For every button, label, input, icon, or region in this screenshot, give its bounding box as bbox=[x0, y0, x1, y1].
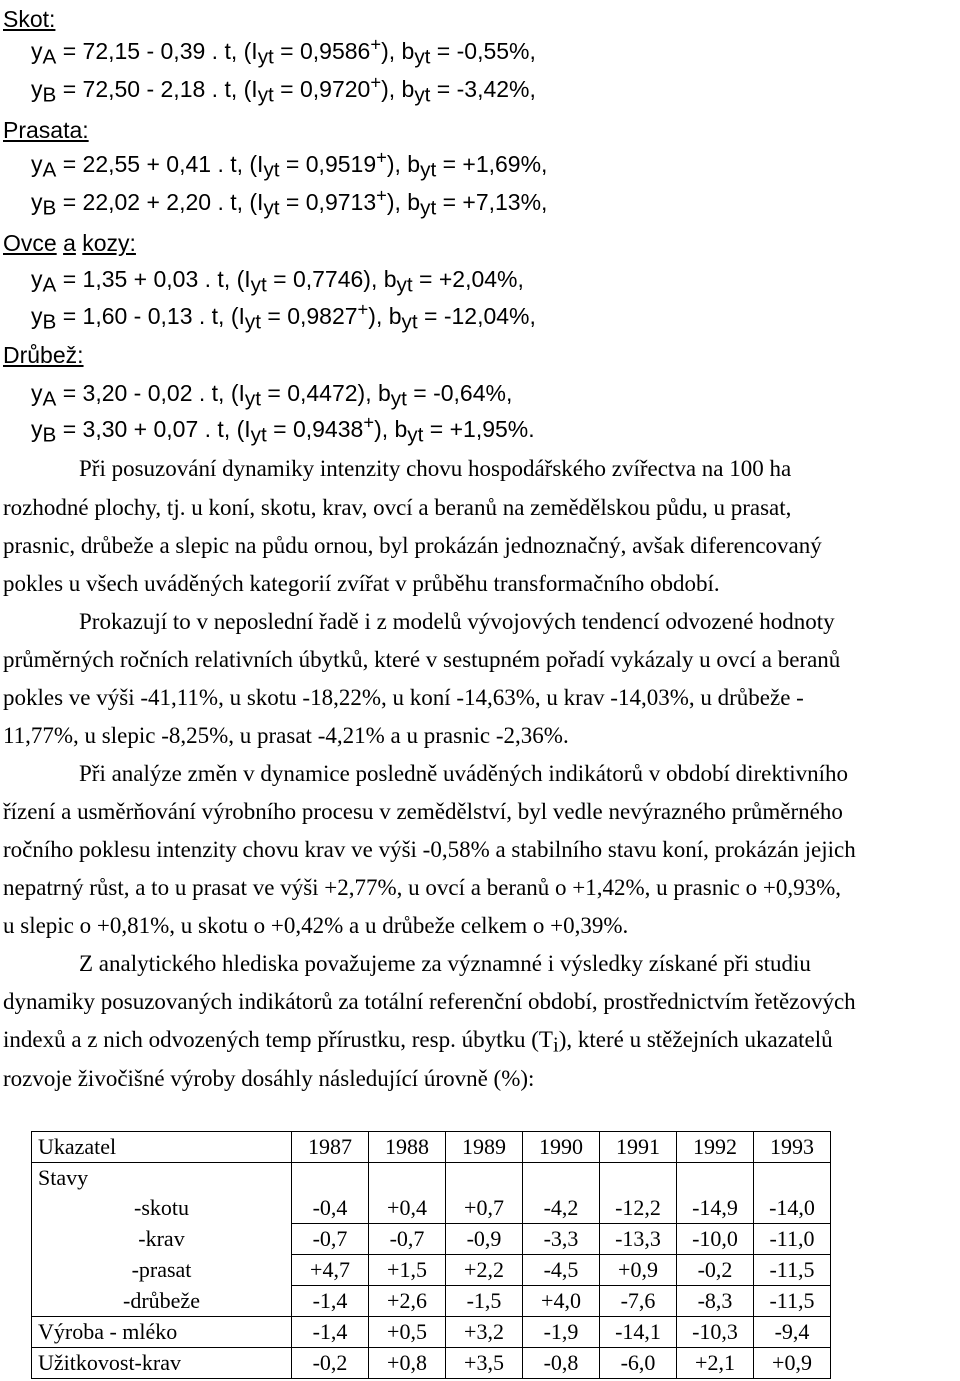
paragraph-4-line-4: rozvoje živočišné výroby dosáhly následující úrovně (%): bbox=[3, 1066, 535, 1091]
table-row-label: -prasat bbox=[32, 1255, 292, 1286]
table-row-label: -krav bbox=[32, 1224, 292, 1255]
table-header-ukazatel: Ukazatel bbox=[32, 1132, 292, 1163]
table-header-year: 1993 bbox=[754, 1132, 831, 1163]
table-cell: +0,7 bbox=[446, 1193, 523, 1224]
equation-skot-b: $y_B = 72,50 - 2,18$ . t, $(I_{yt} = 0,9720^+)$, $b_{yt} = -3,42\%$, bbox=[31, 71, 536, 107]
table-row bbox=[32, 1317, 831, 1348]
table-cell: -9,4 bbox=[754, 1317, 831, 1348]
table-cell: +0,4 bbox=[369, 1193, 446, 1224]
table-header-row bbox=[32, 1132, 831, 1163]
table-cell: -1,4 bbox=[292, 1317, 369, 1348]
heading-prasata: Prasata: bbox=[3, 117, 89, 143]
table-cell: -0,9 bbox=[446, 1224, 523, 1255]
table-cell: -4,2 bbox=[523, 1193, 600, 1224]
table-row bbox=[32, 1286, 831, 1317]
table-cell: -0,2 bbox=[292, 1348, 369, 1379]
table-cell: -10,3 bbox=[677, 1317, 754, 1348]
paragraph-3-line-4: nepatrný růst, a to u prasat ve výši +2,77%, u ovcí a beranů o +1,42%, u prasnic o +0,93%, bbox=[3, 875, 841, 900]
table-cell: -14,1 bbox=[600, 1317, 677, 1348]
table-cell: +2,6 bbox=[369, 1286, 446, 1317]
table-cell: +0,5 bbox=[369, 1317, 446, 1348]
table-cell: -1,4 bbox=[292, 1286, 369, 1317]
table-cell: -14,0 bbox=[754, 1193, 831, 1224]
equation-ovce-b: $y_B = 1,60 - 0,13$ . t, $(I_{yt} = 0,9827^+)$, $b_{yt} = -12,04\%$, bbox=[31, 298, 536, 334]
table-cell: -10,0 bbox=[677, 1224, 754, 1255]
paragraph-4-line-3: indexů a z nich odvozených temp přírustku, resp. úbytku $(T_i)$, které u stěžejních ukazatelů bbox=[3, 1027, 833, 1057]
paragraph-1-line-3: prasnic, drůbeže a slepic na půdu ornou, byl prokázán jednoznačný, avšak diferencovaný bbox=[3, 533, 822, 558]
table-cell: +2,2 bbox=[446, 1255, 523, 1286]
table-header-year: 1988 bbox=[369, 1132, 446, 1163]
paragraph-1-line-1: Při posuzování dynamiky intenzity chovu hospodářského zvířectva na 100 ha bbox=[79, 456, 792, 481]
paragraph-2-line-4: 11,77%, u slepic -8,25%, u prasat -4,21% a u prasnic -2,36%. bbox=[3, 723, 569, 748]
table-cell: -0,4 bbox=[292, 1193, 369, 1224]
table-cell: +0,9 bbox=[754, 1348, 831, 1379]
table-cell: -11,5 bbox=[754, 1255, 831, 1286]
table-cell: -0,2 bbox=[677, 1255, 754, 1286]
table-row bbox=[32, 1224, 831, 1255]
equation-prasata-a: $y_A = 22,55 + 0,41$ . t, $(I_{yt} = 0,9519^+)$, $b_{yt} = +1,69\%$, bbox=[31, 146, 548, 182]
table-header-year: 1990 bbox=[523, 1132, 600, 1163]
table-cell: -1,9 bbox=[523, 1317, 600, 1348]
table-row bbox=[32, 1193, 831, 1224]
table-row-label: Výroba - mléko bbox=[32, 1317, 292, 1348]
table-header-year: 1991 bbox=[600, 1132, 677, 1163]
table-cell: +4,0 bbox=[523, 1286, 600, 1317]
table-cell: -1,5 bbox=[446, 1286, 523, 1317]
table-header-year: 1992 bbox=[677, 1132, 754, 1163]
table-cell: -0,7 bbox=[292, 1224, 369, 1255]
table-row bbox=[32, 1255, 831, 1286]
table-cell: -0,7 bbox=[369, 1224, 446, 1255]
table-cell: -7,6 bbox=[600, 1286, 677, 1317]
table-cell: -12,2 bbox=[600, 1193, 677, 1224]
table-cell: -13,3 bbox=[600, 1224, 677, 1255]
table-cell: +4,7 bbox=[292, 1255, 369, 1286]
equation-skot-a: $y_A = 72,15 - 0,39$ . t, $(I_{yt} = 0,9586^+)$, $b_{yt} = -0,55\%$, bbox=[31, 33, 536, 69]
table-group-label: Stavy bbox=[32, 1163, 292, 1194]
table-cell: -14,9 bbox=[677, 1193, 754, 1224]
table-cell: -11,0 bbox=[754, 1224, 831, 1255]
table-cell: +0,8 bbox=[369, 1348, 446, 1379]
table-row-label: -skotu bbox=[32, 1193, 292, 1224]
paragraph-1-line-4: pokles u všech uváděných kategorií zvířat v průběhu transformačního období. bbox=[3, 571, 720, 596]
equation-prasata-b: $y_B = 22,02 + 2,20$ . t, $(I_{yt} = 0,9713^+)$, $b_{yt} = +7,13\%$, bbox=[31, 184, 548, 220]
table-row-label: -drůbeže bbox=[32, 1286, 292, 1317]
table-cell: +1,5 bbox=[369, 1255, 446, 1286]
heading-drubez: Drůbež: bbox=[3, 342, 84, 368]
table-row-label: Užitkovost-krav bbox=[32, 1348, 292, 1379]
paragraph-3-line-1: Při analýze změn v dynamice posledně uváděných indikátorů v období direktivního bbox=[79, 761, 849, 786]
paragraph-1-line-2: rozhodné plochy, tj. u koní, skotu, krav, ovcí a beranů na zemědělskou půdu, u prasat, bbox=[3, 495, 792, 520]
paragraph-4-line-2: dynamiky posuzovaných indikátorů za totální referenční období, prostřednictvím řetězových bbox=[3, 989, 856, 1014]
table-cell: -3,3 bbox=[523, 1224, 600, 1255]
table-cell: +2,1 bbox=[677, 1348, 754, 1379]
heading-ovce-a-kozy: Ovce a kozy: bbox=[3, 230, 136, 256]
paragraph-2-line-3: pokles ve výši -41,11%, u skotu -18,22%, u koní -14,63%, u krav -14,03%, u drůbeže - bbox=[3, 685, 804, 710]
paragraph-3-line-3: ročního poklesu intenzity chovu krav ve výši -0,58% a stabilního stavu koní, prokázán jejich bbox=[3, 837, 856, 862]
table-cell: -4,5 bbox=[523, 1255, 600, 1286]
table-row bbox=[32, 1348, 831, 1379]
table-cell: +0,9 bbox=[600, 1255, 677, 1286]
table-cell: +3,2 bbox=[446, 1317, 523, 1348]
paragraph-3-line-5: u slepic o +0,81%, u skotu o +0,42% a u drůbeže celkem o +0,39%. bbox=[3, 913, 629, 938]
indicators-table bbox=[31, 1131, 831, 1379]
paragraph-3-line-2: řízení a usměrňování výrobního procesu v zemědělství, byl vedle nevýrazného průměrného bbox=[3, 799, 843, 824]
paragraph-2-line-1: Prokazují to v neposlední řadě i z modelů vývojových tendencí odvozené hodnoty bbox=[79, 609, 835, 634]
table-header-year: 1987 bbox=[292, 1132, 369, 1163]
table-cell: -6,0 bbox=[600, 1348, 677, 1379]
paragraph-2-line-2: průměrných ročních relativních úbytků, které v sestupném pořadí vykázaly u ovcí a beranů bbox=[3, 647, 841, 672]
table-group-row bbox=[32, 1163, 831, 1194]
heading-skot: Skot: bbox=[3, 6, 56, 32]
equation-drubez-b: $y_B = 3,30 + 0,07$ . t, $(I_{yt} = 0,9438^+)$, $b_{yt} = +1,95\%$. bbox=[31, 411, 535, 447]
equation-ovce-a: $y_A = 1,35 + 0,03$ . t, $(I_{yt} = 0,7746)$, $b_{yt} = +2,04\%$, bbox=[31, 266, 524, 297]
table-cell: -0,8 bbox=[523, 1348, 600, 1379]
table-header-year: 1989 bbox=[446, 1132, 523, 1163]
table-cell: -11,5 bbox=[754, 1286, 831, 1317]
equation-drubez-a: $y_A = 3,20 - 0,02$ . t, $(I_{yt} = 0,4472)$, $b_{yt} = -0,64\%$, bbox=[31, 380, 513, 411]
table-cell: -8,3 bbox=[677, 1286, 754, 1317]
table-cell: +3,5 bbox=[446, 1348, 523, 1379]
paragraph-4-line-1: Z analytického hlediska považujeme za významné i výsledky získané při studiu bbox=[79, 951, 811, 976]
